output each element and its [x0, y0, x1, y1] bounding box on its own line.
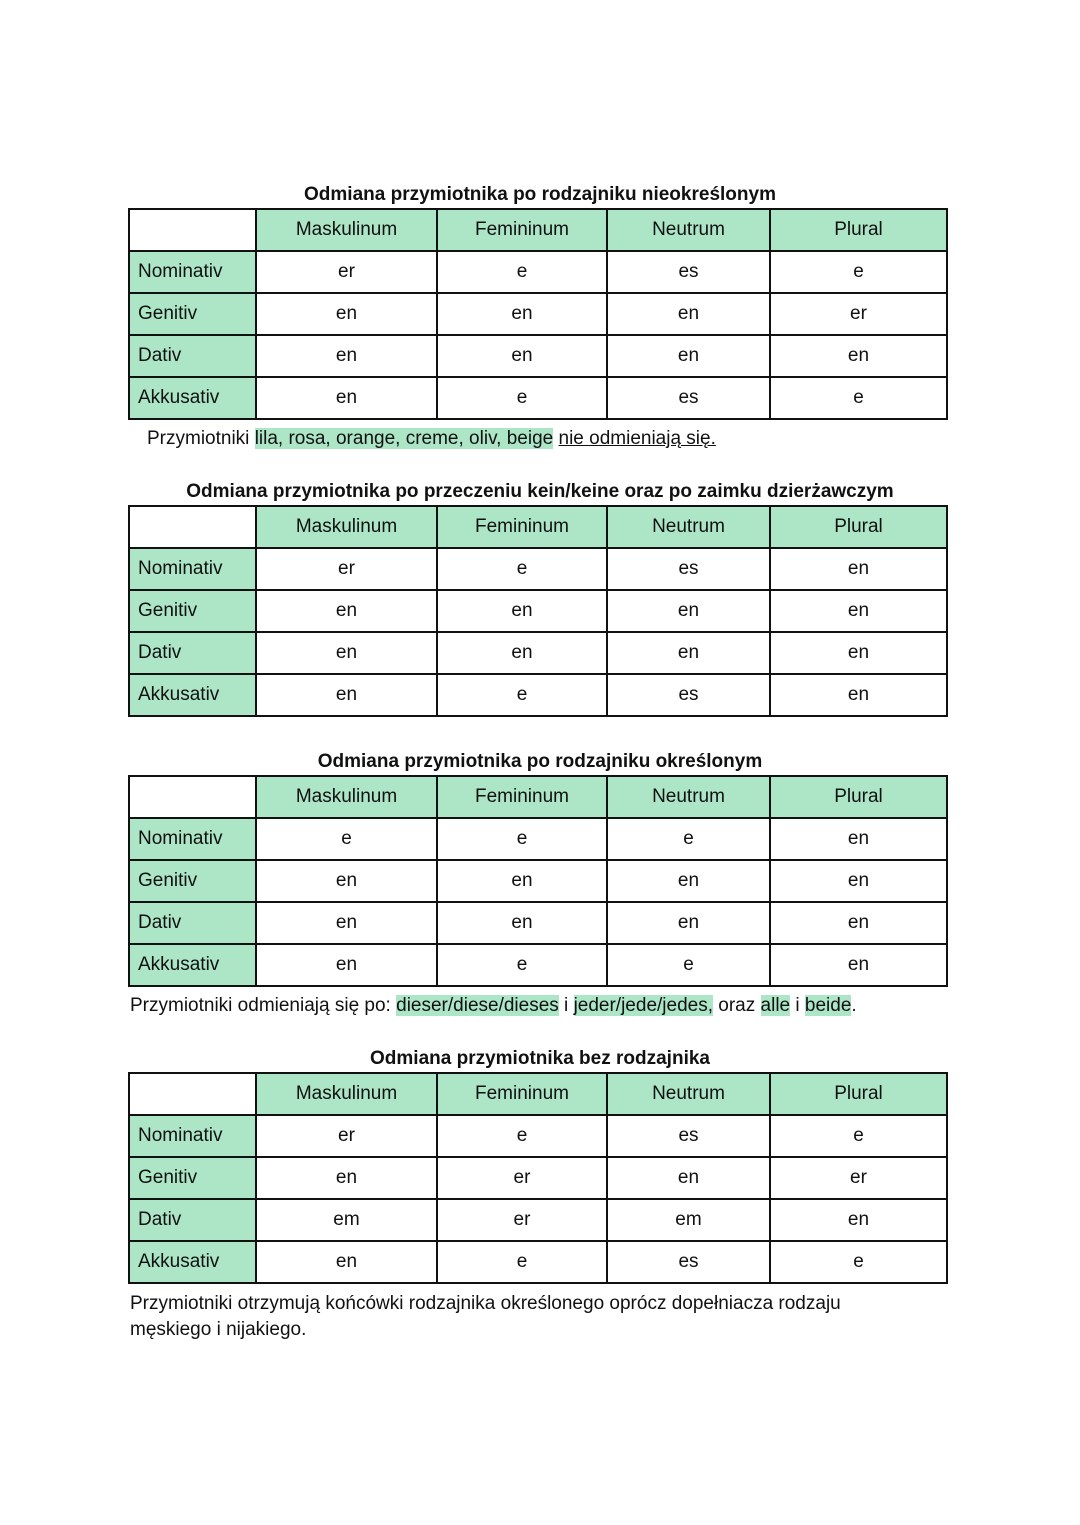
table-row [129, 293, 947, 335]
column-header: Femininum [437, 506, 607, 548]
ending-cell: en [256, 632, 437, 674]
ending-cell: em [256, 1199, 437, 1241]
note-text: Przymiotniki odmieniają się po: [130, 995, 397, 1016]
ending-cell: en [607, 902, 770, 944]
column-header: Neutrum [607, 209, 770, 251]
note-text: i [790, 995, 805, 1016]
ending-cell: en [256, 1241, 437, 1283]
note-endings: Przymiotniki otrzymują końcówki rodzajnika określonego oprócz dopełniacza rodzaju męskiego i nijakiego. [130, 1293, 841, 1340]
table-title: Odmiana przymiotnika po rodzajniku nieokreślonym [304, 184, 776, 205]
ending-cell: e [437, 1115, 607, 1157]
table-row [129, 860, 947, 902]
ending-cell: es [607, 1241, 770, 1283]
ending-cell: er [437, 1199, 607, 1241]
ending-cell: es [607, 674, 770, 716]
ending-cell: en [770, 335, 947, 377]
ending-cell: e [770, 1241, 947, 1283]
header-row [129, 209, 947, 251]
column-header: Neutrum [607, 506, 770, 548]
column-header: Plural [770, 506, 947, 548]
table-row [129, 818, 947, 860]
note-text: oraz [713, 995, 761, 1016]
ending-cell: en [607, 590, 770, 632]
ending-cell: e [437, 377, 607, 419]
column-header: Femininum [437, 776, 607, 818]
ending-cell: e [437, 944, 607, 986]
ending-cell: er [256, 548, 437, 590]
ending-cell: e [770, 1115, 947, 1157]
row-header: Dativ [129, 902, 256, 944]
table-row [129, 1115, 947, 1157]
row-header: Genitiv [129, 1157, 256, 1199]
ending-cell: en [256, 1157, 437, 1199]
row-header: Nominativ [129, 251, 256, 293]
ending-cell: es [607, 251, 770, 293]
column-header: Maskulinum [256, 776, 437, 818]
note-text: . [851, 995, 857, 1016]
ending-cell: en [770, 548, 947, 590]
column-header: Neutrum [607, 776, 770, 818]
declension-table [128, 505, 948, 717]
ending-cell: e [437, 818, 607, 860]
ending-cell: en [770, 818, 947, 860]
ending-cell: e [437, 1241, 607, 1283]
ending-cell: es [607, 1115, 770, 1157]
ending-cell: en [437, 335, 607, 377]
ending-cell: en [256, 335, 437, 377]
table-title: Odmiana przymiotnika bez rodzajnika [370, 1048, 710, 1069]
note-highlight: dieser/diese/dieses [396, 995, 559, 1016]
ending-cell: e [437, 674, 607, 716]
table-title: Odmiana przymiotnika po przeczeniu kein/keine oraz po zaimku dzierżawczym [186, 481, 894, 502]
table-row [129, 944, 947, 986]
ending-cell: en [607, 1157, 770, 1199]
table-row [129, 590, 947, 632]
corner-cell [129, 1073, 256, 1115]
table-row [129, 1157, 947, 1199]
ending-cell: e [256, 818, 437, 860]
ending-cell: en [607, 860, 770, 902]
column-header: Plural [770, 1073, 947, 1115]
table-row [129, 335, 947, 377]
ending-cell: en [256, 902, 437, 944]
ending-cell: e [437, 548, 607, 590]
table-title: Odmiana przymiotnika po rodzajniku określonym [317, 751, 763, 772]
row-header: Nominativ [129, 1115, 256, 1157]
ending-cell: e [607, 944, 770, 986]
table-row [129, 377, 947, 419]
ending-cell: e [770, 377, 947, 419]
ending-cell: en [437, 860, 607, 902]
ending-cell: en [607, 632, 770, 674]
column-header: Maskulinum [256, 506, 437, 548]
ending-cell: en [770, 1199, 947, 1241]
table-row [129, 902, 947, 944]
ending-cell: en [770, 944, 947, 986]
row-header: Akkusativ [129, 674, 256, 716]
note-highlight: alle [760, 995, 791, 1016]
ending-cell: en [256, 944, 437, 986]
header-row [129, 506, 947, 548]
row-header: Nominativ [129, 548, 256, 590]
ending-cell: e [607, 818, 770, 860]
note-text: Przymiotniki [147, 428, 255, 449]
ending-cell: es [607, 548, 770, 590]
ending-cell: en [437, 902, 607, 944]
ending-cell: en [256, 860, 437, 902]
ending-cell: er [437, 1157, 607, 1199]
ending-cell: en [437, 590, 607, 632]
note-underlined: nie odmieniają się. [558, 428, 716, 449]
column-header: Plural [770, 776, 947, 818]
ending-cell: en [437, 293, 607, 335]
table-row [129, 674, 947, 716]
row-header: Genitiv [129, 860, 256, 902]
column-header: Femininum [437, 1073, 607, 1115]
ending-cell: en [437, 632, 607, 674]
ending-cell: en [256, 674, 437, 716]
ending-cell: en [770, 860, 947, 902]
row-header: Akkusativ [129, 1241, 256, 1283]
ending-cell: er [770, 1157, 947, 1199]
ending-cell: en [607, 335, 770, 377]
table-row [129, 548, 947, 590]
ending-cell: en [256, 293, 437, 335]
corner-cell [129, 776, 256, 818]
column-header: Maskulinum [256, 209, 437, 251]
ending-cell: en [770, 590, 947, 632]
table-row [129, 632, 947, 674]
header-row [129, 1073, 947, 1115]
note-highlight: lila, rosa, orange, creme, oliv, beige [254, 428, 554, 449]
ending-cell: er [256, 1115, 437, 1157]
ending-cell: en [256, 377, 437, 419]
note-indeclinable [147, 426, 716, 452]
table-row [129, 251, 947, 293]
ending-cell: e [770, 251, 947, 293]
ending-cell: en [770, 902, 947, 944]
ending-cell: en [607, 293, 770, 335]
column-header: Plural [770, 209, 947, 251]
column-header: Maskulinum [256, 1073, 437, 1115]
corner-cell [129, 209, 256, 251]
ending-cell: en [256, 590, 437, 632]
column-header: Femininum [437, 209, 607, 251]
ending-cell: em [607, 1199, 770, 1241]
ending-cell: e [437, 251, 607, 293]
corner-cell [129, 506, 256, 548]
row-header: Akkusativ [129, 377, 256, 419]
row-header: Akkusativ [129, 944, 256, 986]
table-row [129, 1199, 947, 1241]
header-row [129, 776, 947, 818]
ending-cell: es [607, 377, 770, 419]
ending-cell: en [770, 632, 947, 674]
declension-table [128, 775, 948, 987]
row-header: Dativ [129, 335, 256, 377]
declension-table [128, 1072, 948, 1284]
ending-cell: en [770, 674, 947, 716]
table-row [129, 1241, 947, 1283]
row-header: Genitiv [129, 590, 256, 632]
note-declines-after [130, 993, 857, 1019]
ending-cell: er [770, 293, 947, 335]
row-header: Dativ [129, 1199, 256, 1241]
note-highlight: beide [804, 995, 852, 1016]
note-highlight: jeder/jede/jedes, [573, 995, 713, 1016]
row-header: Genitiv [129, 293, 256, 335]
ending-cell: er [256, 251, 437, 293]
declension-table [128, 208, 948, 420]
row-header: Dativ [129, 632, 256, 674]
row-header: Nominativ [129, 818, 256, 860]
column-header: Neutrum [607, 1073, 770, 1115]
note-text: i [558, 995, 574, 1016]
